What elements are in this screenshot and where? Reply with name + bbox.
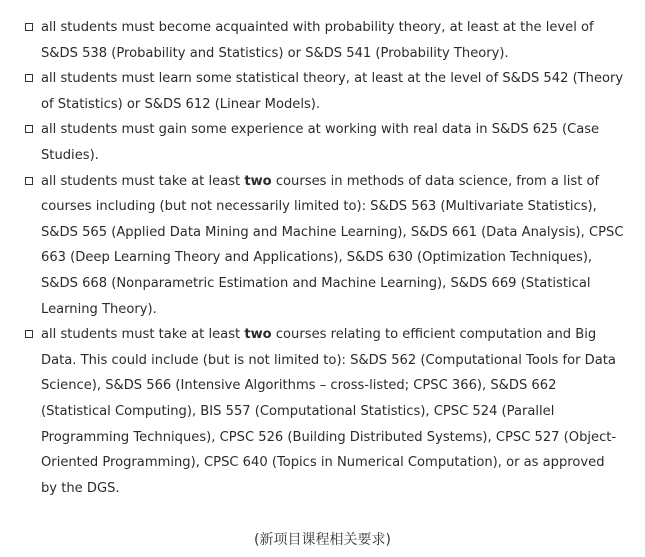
list-item [24, 15, 636, 66]
checkbox-bullet-icon [25, 74, 33, 82]
checkbox-bullet-icon [25, 125, 33, 133]
list-item [24, 322, 636, 501]
list-item-text: all students must gain some experience at working with real data in S&DS 625 (Case Studies). [41, 122, 600, 163]
list-item-text: all students must take at least two courses in methods of data science, from a list of courses including (but not necessarily limited to): S&DS 563 (Multivariate Statistics), S&DS 565 (Applied Data Mining and Machine Learning), S&DS 661 (Data Analysis), CPSC 663 (Deep Learning Theory and Applications), S&DS 630 (Optimization Techniques), S&DS 668 (Nonparametric Estimation and Machine Learning), S&DS 669 (Statistical Learning Theory). [41, 173, 624, 317]
figure-caption: (新项目课程相关要求) [254, 532, 391, 548]
requirements-list [24, 15, 636, 501]
list-item [24, 117, 636, 168]
list-item-text: all students must take at least two courses relating to efficient computation and Big Data. This could include (but is not limited to): S&DS 562 (Computational Tools for Data Science), S&DS 566 (Intensive Algorithms – cross-listed; CPSC 366), S&DS 662 (Statistical Computing), BIS 557 (Computational Statistics), CPSC 524 (Parallel Programming Techniques), CPSC 526 (Building Distributed Systems), CPSC 527 (Object- Oriented Programming), CPSC 640 (Topics in Numerical Computation), or as approved by the DGS. [41, 327, 617, 496]
checkbox-bullet-icon [25, 23, 33, 31]
checkbox-bullet-icon [25, 177, 33, 185]
list-item-text: all students must learn some statistical theory, at least at the level of S&DS 542 (Theory of Statistics) or S&DS 612 (Linear Models). [41, 71, 624, 112]
list-item [24, 66, 636, 117]
list-item-text: all students must become acquainted with probability theory, at least at the level of S&DS 538 (Probability and Statistics) or S&DS 541 (Probability Theory). [41, 20, 594, 61]
list-item [24, 169, 636, 323]
checkbox-bullet-icon [25, 330, 33, 338]
